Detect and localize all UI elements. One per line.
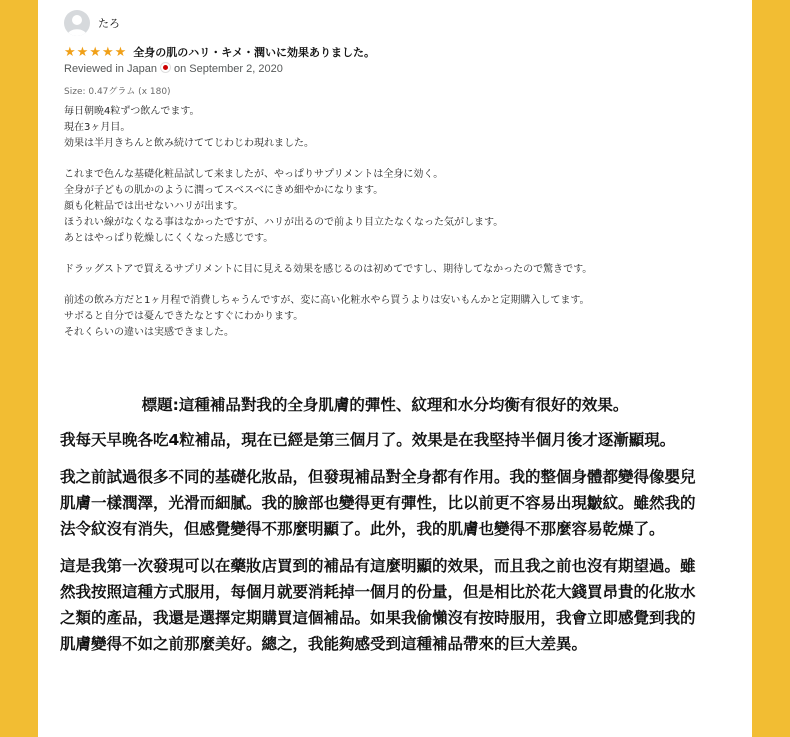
star-rating[interactable] [64, 46, 127, 59]
review-line: ほうれい線がなくなる事はなかったですが、ハリが出るので前より目立たなくなった気がします。 [64, 217, 504, 228]
product-size: Size: 0.47グラム (x 180) [64, 87, 171, 97]
review-body [64, 104, 744, 356]
review-paragraph [64, 167, 744, 247]
rating-row [64, 44, 375, 60]
review-location: Reviewed in Japan [64, 63, 157, 75]
review-line: これまで色んな基礎化粧品試して来ましたが、やっぱりサプリメントは全身に効く。 [64, 169, 444, 180]
review-line: 顔も化粧品では出せないハリが出ます。 [64, 201, 244, 212]
content-panel [38, 0, 752, 737]
translation-block [60, 380, 710, 668]
review-line: 全身が子どもの肌かのように潤ってスベスベにきめ細やかになります。 [64, 185, 384, 196]
star-icon: ★ [76, 44, 89, 60]
review-paragraph [64, 104, 744, 152]
reviewer-row [64, 10, 120, 36]
review-meta [64, 62, 283, 75]
review-line: 毎日朝晩4粒ずつ飲んでます。 [64, 106, 200, 117]
star-icon: ★ [64, 44, 76, 60]
japan-flag-icon [160, 62, 171, 73]
review-date: on September 2, 2020 [173, 63, 283, 75]
review-paragraph [64, 262, 744, 278]
review-line: 前述の飲み方だと1ヶ月程で消費しちゃうんですが、変に高い化粧水やら買うよりは安いもんかと定期購入してます。 [64, 295, 590, 306]
star-icon: ★ [101, 44, 114, 60]
star-icon: ★ [114, 44, 127, 60]
review-line: 効果は半月きちんと飲み続けててじわじわ現れました。 [64, 138, 314, 149]
review-line: 現在3ヶ月目。 [64, 122, 131, 133]
star-icon: ★ [89, 44, 101, 60]
translation-title: 標題:這種補品對我的全身肌膚的彈性、紋理和水分均衡有很好的效果。 [141, 396, 629, 414]
review-line: あとはやっぱり乾燥しにくくなった感じです。 [64, 233, 274, 244]
avatar-icon[interactable] [64, 10, 90, 36]
translation-paragraph: 這是我第一次發現可以在藥妝店買到的補品有這麼明顯的效果，而且我之前也沒有期望過。雖然我按照這種方式服用，每個月就要消耗掉一個月的份量，但是相比於花大錢買昂貴的化妝水之類的產品，我還是選擇定期購買這個補品。如果我偷懶沒有按時服用，我會立即感覺到我的肌膚變得不如之前那麼美好。總之，我能夠感受到這種補品帶來的巨大差異。 [60, 557, 696, 653]
review-line: サボると自分では憂んできたなとすぐにわかります。 [64, 311, 304, 322]
review-line: それくらいの違いは実感できました。 [64, 327, 234, 338]
review-paragraph [64, 293, 744, 341]
review-title[interactable]: 全身の肌のハリ・キメ・潤いに効果ありました。 [133, 46, 376, 59]
translation-paragraph: 我每天早晚各吃4粒補品，現在已經是第三個月了。效果是在我堅持半個月後才逐漸顯現。 [60, 431, 676, 449]
translation-paragraph: 我之前試過很多不同的基礎化妝品，但發現補品對全身都有作用。我的整個身體都變得像嬰兒肌膚一樣潤澤，光滑而細膩。我的臉部也變得更有彈性，比以前更不容易出現皺紋。雖然我的法令紋沒有消失，但感覺變得不那麼明顯了。此外，我的肌膚也變得不那麼容易乾燥了。 [60, 468, 696, 538]
reviewer-name[interactable]: たろ [98, 17, 120, 30]
review-line: ドラッグストアで買えるサプリメントに目に見える効果を感じるのは初めてですし、期待してなかったので驚きです。 [64, 264, 593, 275]
